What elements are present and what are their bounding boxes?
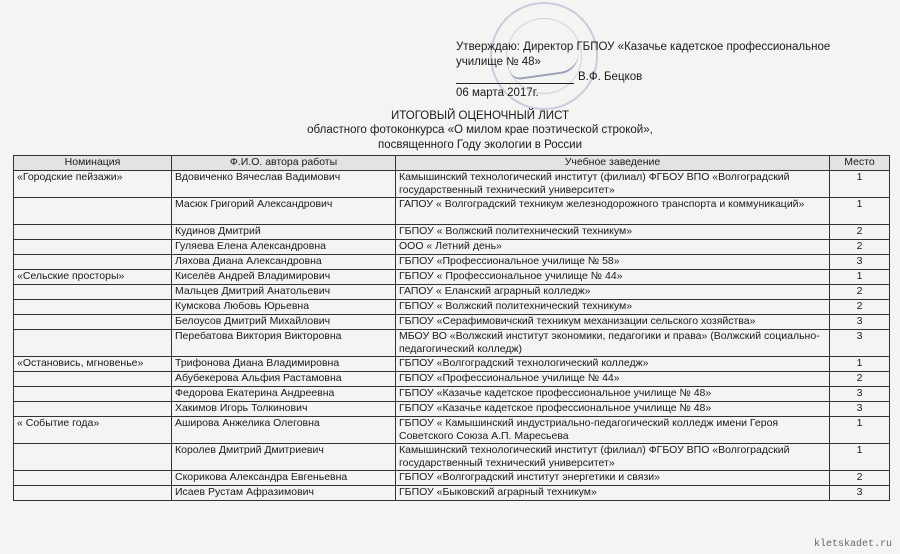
table-body (14, 171, 890, 501)
cell-place: 1 (830, 444, 890, 471)
cell-place: 2 (830, 285, 890, 300)
cell-nomination (14, 471, 172, 486)
cell-school: ГБПОУ «Профессиональное училище № 58» (396, 255, 830, 270)
cell-nomination (14, 225, 172, 240)
cell-school: Камышинский технологический институт (филиал) ФГБОУ ВПО «Волгоградский государственный технический университет» (396, 444, 830, 471)
table-header-row (14, 156, 890, 171)
cell-author: Исаев Рустам Афразимович (172, 486, 396, 501)
cell-nomination: «Сельские просторы» (14, 270, 172, 285)
approval-signer: В.Ф. Бецков (578, 71, 643, 83)
cell-author: Трифонова Диана Владимировна (172, 357, 396, 372)
cell-nomination (14, 300, 172, 315)
cell-school: ГБПОУ «Казачье кадетское профессиональное училище № 48» (396, 402, 830, 417)
watermark: kletskadet.ru (813, 539, 892, 550)
cell-place: 3 (830, 402, 890, 417)
cell-author: Масюк Григорий Александрович (172, 198, 396, 225)
cell-place: 1 (830, 270, 890, 285)
cell-place: 2 (830, 300, 890, 315)
cell-author: Хакимов Игорь Толкинович (172, 402, 396, 417)
cell-school: ГБПОУ « Волжский политехнический техникум» (396, 300, 830, 315)
results-table (13, 155, 890, 501)
cell-author: Вдовиченко Вячеслав Вадимович (172, 171, 396, 198)
approval-line-2: училище № 48» (456, 56, 541, 68)
document-subtitle-2: посвященного Году экологии в России (377, 139, 583, 151)
cell-school: ГБПОУ «Быковский аграрный техникум» (396, 486, 830, 501)
cell-author: Королев Дмитрий Дмитриевич (172, 444, 396, 471)
cell-place: 2 (830, 225, 890, 240)
cell-school: ГБПОУ «Казачье кадетское профессиональное училище № 48» (396, 387, 830, 402)
cell-author: Киселёв Андрей Владимирович (172, 270, 396, 285)
approval-block (456, 40, 856, 100)
cell-place: 1 (830, 417, 890, 444)
table-row (14, 330, 890, 357)
cell-author: Перебатова Виктория Викторовна (172, 330, 396, 357)
approval-sign-row (456, 55, 856, 69)
cell-nomination (14, 285, 172, 300)
cell-place: 2 (830, 240, 890, 255)
cell-place: 3 (830, 255, 890, 270)
table-row (14, 270, 890, 285)
approval-signer-row (456, 70, 856, 84)
cell-place: 3 (830, 330, 890, 357)
table-row (14, 387, 890, 402)
cell-school: ГБПОУ « Волжский политехнический техникум» (396, 225, 830, 240)
table-row (14, 315, 890, 330)
cell-author: Кумскова Любовь Юрьевна (172, 300, 396, 315)
cell-place: 2 (830, 372, 890, 387)
table-row (14, 171, 890, 198)
approval-line-1: Утверждаю: Директор ГБПОУ «Казачье кадетское профессиональное (456, 41, 831, 53)
cell-author: Мальцев Дмитрий Анатольевич (172, 285, 396, 300)
cell-school: Камышинский технологический институт (филиал) ФГБОУ ВПО «Волгоградский государственный технический университет» (396, 171, 830, 198)
cell-school: ГАПОУ « Еланский аграрный колледж» (396, 285, 830, 300)
table-row (14, 198, 890, 225)
cell-author: Ляхова Диана Александровна (172, 255, 396, 270)
cell-author: Белоусов Дмитрий Михайлович (172, 315, 396, 330)
cell-school: ГБПОУ «Серафимовичский техникум механизации сельского хозяйства» (396, 315, 830, 330)
cell-author: Абубекерова Альфия Растамовна (172, 372, 396, 387)
cell-nomination (14, 255, 172, 270)
cell-nomination (14, 387, 172, 402)
table-row (14, 402, 890, 417)
table-row (14, 240, 890, 255)
cell-place: 3 (830, 387, 890, 402)
cell-school: ГБПОУ «Волгоградский технологический колледж» (396, 357, 830, 372)
signature-line (456, 71, 574, 84)
cell-school: МБОУ ВО «Волжский институт экономики, педагогики и права» (Волжский социально-педагогический колледж) (396, 330, 830, 357)
cell-nomination: «Городские пейзажи» (14, 171, 172, 198)
cell-nomination (14, 330, 172, 357)
cell-nomination (14, 402, 172, 417)
table-row (14, 255, 890, 270)
cell-place: 2 (830, 471, 890, 486)
cell-school: ГАПОУ « Волгоградский техникум железнодорожного транспорта и коммуникаций» (396, 198, 830, 225)
cell-nomination (14, 444, 172, 471)
table-row (14, 486, 890, 501)
cell-author: Аширова Анжелика Олеговна (172, 417, 396, 444)
table-row (14, 225, 890, 240)
table-row (14, 417, 890, 444)
table-row (14, 372, 890, 387)
cell-school: ГБПОУ « Камышинский индустриально-педагогический колледж имени Героя Советского Союза А.П. Маресьева (396, 417, 830, 444)
header-author: Ф.И.О. автора работы (172, 156, 396, 171)
cell-school: ГБПОУ «Профессиональное училище № 44» (396, 372, 830, 387)
cell-place: 1 (830, 171, 890, 198)
table-row (14, 300, 890, 315)
cell-nomination (14, 198, 172, 225)
document-subtitle: областного фотоконкурса «О милом крае поэтической строкой», (307, 124, 653, 136)
header-nomination: Номинация (14, 156, 172, 171)
document-title: ИТОГОВЫЙ ОЦЕНОЧНЫЙ ЛИСТ (390, 110, 570, 122)
header-place: Место (830, 156, 890, 171)
cell-nomination: « Событие года» (14, 417, 172, 444)
cell-place: 3 (830, 486, 890, 501)
cell-place: 1 (830, 198, 890, 225)
cell-author: Кудинов Дмитрий (172, 225, 396, 240)
cell-author: Гуляева Елена Александровна (172, 240, 396, 255)
table-row (14, 471, 890, 486)
table-row (14, 285, 890, 300)
cell-school: ГБПОУ «Волгоградский институт энергетики и связи» (396, 471, 830, 486)
cell-school: ООО « Летний день» (396, 240, 830, 255)
cell-nomination (14, 486, 172, 501)
cell-nomination (14, 315, 172, 330)
cell-nomination (14, 372, 172, 387)
cell-nomination: «Остановись, мгновенье» (14, 357, 172, 372)
table-row (14, 444, 890, 471)
cell-author: Федорова Екатерина Андреевна (172, 387, 396, 402)
cell-author: Скорикова Александра Евгеньевна (172, 471, 396, 486)
approval-date: 06 марта 2017г. (456, 87, 539, 99)
table-row (14, 357, 890, 372)
cell-place: 1 (830, 357, 890, 372)
cell-nomination (14, 240, 172, 255)
cell-school: ГБПОУ « Профессиональное училище № 44» (396, 270, 830, 285)
cell-place: 3 (830, 315, 890, 330)
header-school: Учебное заведение (396, 156, 830, 171)
